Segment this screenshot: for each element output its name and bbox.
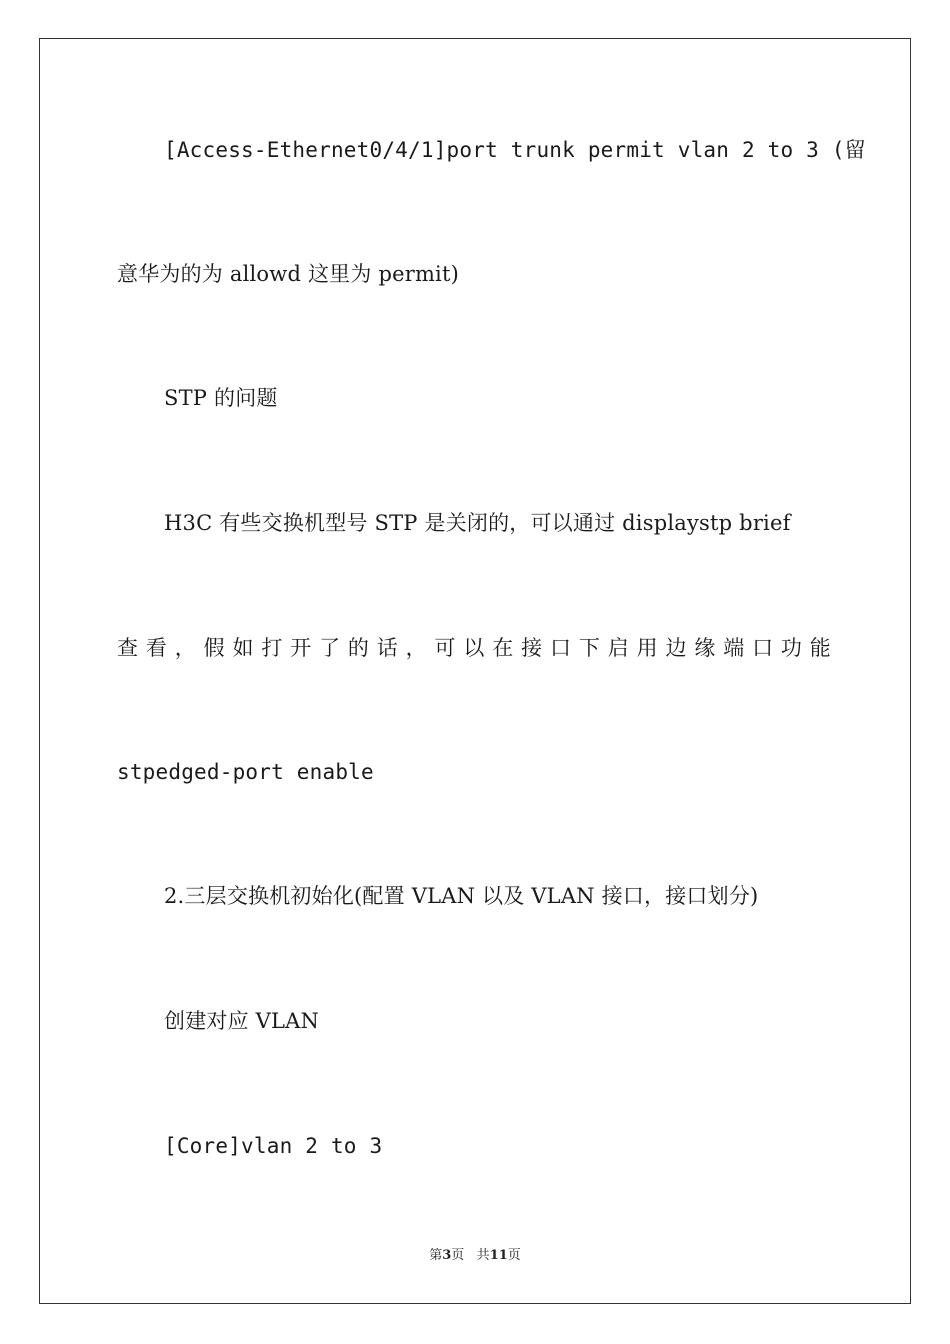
footer-total-prefix: 共 xyxy=(476,1248,490,1263)
footer-page-suffix: 页 xyxy=(451,1248,465,1263)
page-border xyxy=(39,38,911,1304)
text-line-4: H3C 有些交换机型号 STP 是关闭的，可以通过 displaystp brief xyxy=(164,511,791,535)
text-line-5: 查看，假如打开了的话，可以在接口下启用边缘端口功能 xyxy=(117,636,831,660)
text-line-9: [Core]vlan 2 to 3 xyxy=(164,1134,383,1158)
text-line-7: 2.三层交换机初始化(配置 VLAN 以及 VLAN 接口，接口划分) xyxy=(164,884,759,908)
footer-page-number: 3 xyxy=(442,1248,452,1263)
page-footer xyxy=(0,1246,950,1266)
text-line-8: 创建对应 VLAN xyxy=(164,1009,320,1033)
text-line-6: stpedged-port enable xyxy=(117,760,374,784)
footer-page-prefix: 第 xyxy=(429,1248,443,1263)
text-line-3: STP 的问题 xyxy=(164,386,278,410)
footer-total-suffix: 页 xyxy=(507,1248,521,1263)
text-line-1: [Access-Ethernet0/4/1]port trunk permit vlan 2 to 3 (留 xyxy=(164,138,866,162)
text-line-2: 意华为的为 allowd 这里为 permit) xyxy=(117,262,460,286)
footer-total-pages: 11 xyxy=(489,1248,508,1263)
